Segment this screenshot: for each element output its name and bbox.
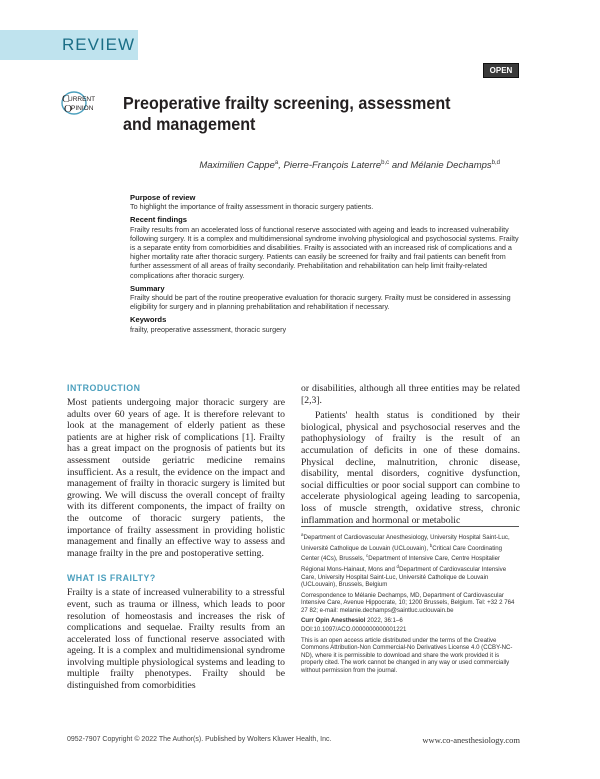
logo-line2: PINION <box>71 105 94 112</box>
findings-heading: Recent findings <box>130 215 187 225</box>
footnote-divider <box>301 526 519 527</box>
keywords-text: frailty, preoperative assessment, thoracic surgery <box>130 324 287 334</box>
intro-heading: INTRODUCTION <box>67 383 141 393</box>
section-banner <box>0 30 138 60</box>
journal-url[interactable]: www.co-anesthesiology.com <box>422 735 520 745</box>
author-sep-2: and <box>389 160 411 172</box>
author-sep-1: , <box>278 160 284 172</box>
section-label: REVIEW <box>62 35 136 54</box>
keywords-heading: Keywords <box>130 315 167 325</box>
license-text: This is an open access article distributed under the terms of the Creative Commons Attribution-Non Commercial-No Derivatives License 4.0 (CCBY-NC-ND), where it is permissible to download and share the work provided it is properly cited. The work cannot be changed in any way or used commercially without permission from the journal. <box>301 636 513 675</box>
author-1-affil: a <box>274 160 279 166</box>
footnotes <box>301 531 521 678</box>
correspondence: Correspondence to Mélanie Dechamps, MD, Department of Cardiovascular Intensive Care, Avenue Hippocrate, 10; 1200 Brussels, Belgium. Tel: +32 2 764 27 82; e-mail: melanie.dechamps@saintluc.uclouvain.be <box>301 591 515 614</box>
author-list <box>199 160 500 171</box>
purpose-heading: Purpose of review <box>130 193 196 202</box>
logo-mark-o: O <box>64 103 72 115</box>
logo-mark-c: C <box>62 93 70 105</box>
abstract <box>130 193 520 338</box>
right-paragraph-1: or disabilities, although all three entities may be related [2,3]. <box>301 383 520 406</box>
journal-logo <box>60 90 112 116</box>
summary-text: Frailty should be part of the routine preoperative evaluation for thoracic surgery. Frailty must be considered in assessing eligibility for surgery and in planning prehabilitation and rehabilitation if necessary. <box>130 293 511 312</box>
summary-heading: Summary <box>130 283 165 293</box>
affiliations: $^a$Department of Cardiovascular Anesthesiology, University Hospital Saint-Luc, Université Catholique de Louvain (UCLouvain), $^b$Critical Care Coordinating Center (4Cs), Brussels, $^c$Department of Intensive Care, Centre Hospitalier Régional Mons-Hainaut, Mons and $^d$Department of Cardiovascular Intensive Care, University Hospital Saint-Luc, Université Catholique de Louvain (UCLouvain), Brussels, Belgium <box>301 532 510 589</box>
frailty-heading: WHAT IS FRAILTY? <box>67 573 156 584</box>
author-1: Maximilien Cappe <box>199 160 275 172</box>
right-paragraph-2: Patients' health status is conditioned by their biological, physical and psychosocial reserves and the pathophysiology of frailty is the result of an accumulation of deficits in one of these domains. Physical decline, malnutrition, chronic disease, disability, mental disorders, cognitive dysfunction, social difficulties or poor social support can combine to accelerate physiological ageing leading to sarcopenia, loss of muscle strength, oxidative stress, chronic inflammation and hormonal or metabolic <box>301 410 520 526</box>
frailty-paragraph: Frailty is a state of increased vulnerability to a stressful event, such as trauma or illness, which leads to poor resolution of homeostasis and increases the risk of complications and sequelae. Frailty results from an accelerated loss of functional reserve associated with ageing. It is a complex and multidimensional syndrome involving multiple physiological systems and leading to multiple frailty phenotypes. Frailty should be distinguished from comorbidities <box>67 587 285 692</box>
copyright-footer: 0952-7907 Copyright © 2022 The Author(s). Published by Wolters Kluwer Health, Inc. <box>67 736 332 743</box>
doi: DOI:10.1097/ACO.0000000000001221 <box>301 626 407 634</box>
left-column <box>67 383 285 692</box>
article-title: Preoperative frailty screening, assessment and management <box>123 93 451 134</box>
right-column <box>301 383 520 526</box>
open-access-badge: OPEN <box>483 63 519 78</box>
author-3: Mélanie Dechamps <box>410 160 492 172</box>
author-2-affil: b,c <box>381 160 390 166</box>
author-2: Pierre-François Laterre <box>283 160 382 172</box>
findings-text: Frailty results from an accelerated loss of functional reserve associated with ageing and leads to increased vulnerability following surgery. It is a complex and multidimensional syndrome involving physiological and psychosocial systems. Frailty is a separate entity from comorbidities and disabilities. Frailty is associated with an increased risk of complications and a higher mortality rate after thoracic surgery. Patients can easily be screened for frailty and frail patients can benefit from further assessment of all areas of frailty secondarily. Prehabilitation and rehabilitation can help limit frailty-related complications after thoracic surgery. <box>130 224 519 280</box>
journal-citation: Curr Opin Anesthesiol 2022, 36:1–6 <box>301 617 403 625</box>
purpose-text: To highlight the importance of frailty assessment in thoracic surgery patients. <box>130 202 374 212</box>
logo-line1: URRENT <box>68 96 96 103</box>
intro-paragraph: Most patients undergoing major thoracic surgery are adults over 60 years of age. It is therefore relevant to look at the management of elderly patient as these patients are at higher risk of complications [1]. Frailty has a great impact on the prognosis of patients but its assessment outside geriatric medicine remains insufficient. As a result, the evidence on the impact and management of frailty in thoracic surgery is limited but growing. We will discuss the overall concept of frailty with its different components, the impact of frailty on the outcome of thoracic surgery patients, the importance of frailty assessment in providing holistic management and finally an effective way to assess and manage frailty in the pre and postoperative setting. <box>67 397 285 559</box>
author-3-affil: b,d <box>491 160 500 166</box>
